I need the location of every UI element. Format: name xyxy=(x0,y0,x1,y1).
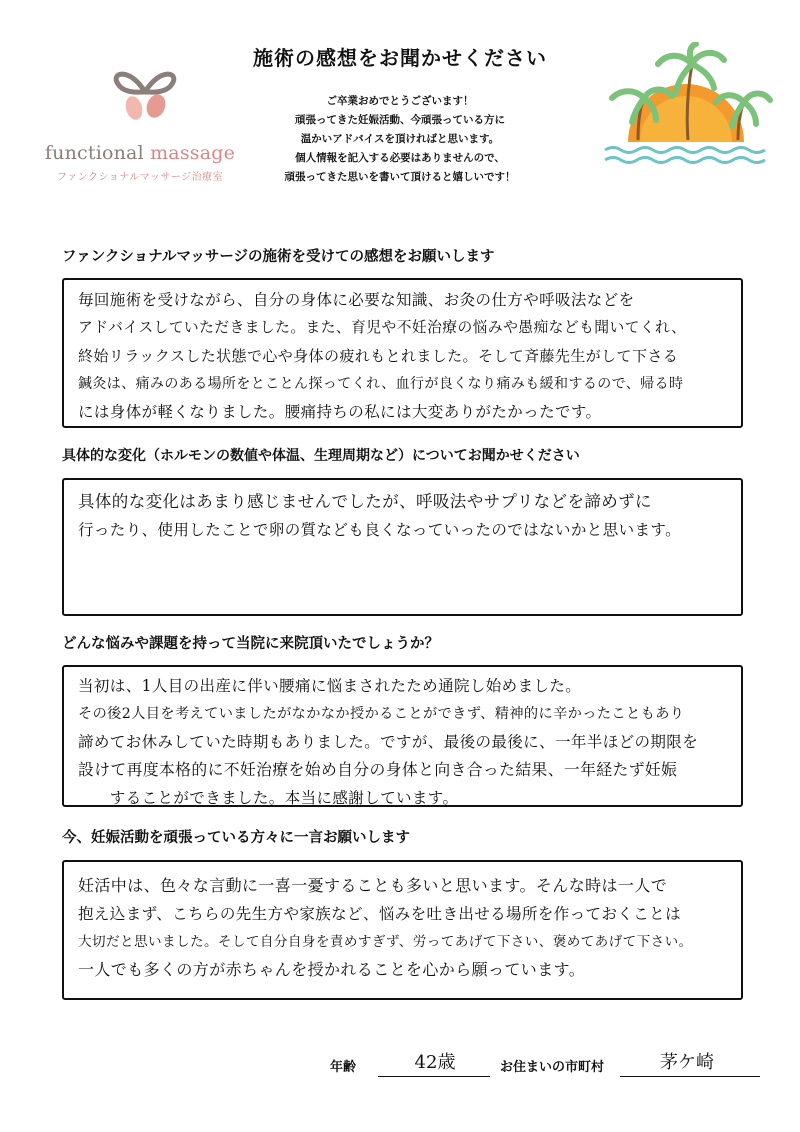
answer-line: 妊活中は、色々な言動に一喜一憂することも多いと思います。そんな時は一人で xyxy=(78,876,668,895)
question-4: 今、妊娠活動を頑張っている方々に一言お願いします xyxy=(62,830,410,846)
age-underline xyxy=(378,1076,490,1077)
intro-line: 頑張ってきた思いを書いて頂けると嬉しいです！ xyxy=(284,171,516,183)
answer-line: 大切だと思いました。そして自分自身を責めすぎず、労ってあげて下さい、褒めてあげて下さい。 xyxy=(78,934,693,950)
answer-line: 一人でも多くの方が赤ちゃんを授かれることを心から願っています。 xyxy=(78,960,586,979)
handwritten-answer-3 xyxy=(78,672,731,812)
answer-line: 行ったり、使用したことで卵の質なども良くなっていったのではないかと思います。 xyxy=(78,521,681,539)
question-1: ファンクショナルマッサージの施術を受けての感想をお願いします xyxy=(62,249,495,265)
question-2: 具体的な変化（ホルモンの数値や体温、生理周期など）についてお聞かせください xyxy=(62,448,580,464)
answer-line: 設けて再度本格的に不妊治療を始め自分の身体と向き合った結果、一年経たず妊娠 xyxy=(78,760,678,779)
answer-line: することができました。本当に感謝しています。 xyxy=(78,789,459,807)
butterfly-logo-icon xyxy=(110,62,180,132)
age-label: 年齢 xyxy=(330,1060,357,1075)
handwritten-answer-1 xyxy=(78,286,731,426)
logo-subtitle: ファンクショナルマッサージ治療室 xyxy=(56,172,224,183)
answer-line: には身体が軽くなりました。腰痛持ちの私には大変ありがたかったです。 xyxy=(78,403,602,421)
answer-box-4 xyxy=(62,860,743,1000)
answer-line: 当初は、1人目の出産に伴い腰痛に悩まされたため通院し始めました。 xyxy=(78,677,582,695)
answer-line: アドバイスしていただきました。また、育児や不妊治療の悩みや愚痴なども聞いてくれ、 xyxy=(78,319,687,336)
handwritten-answer-2 xyxy=(78,488,731,544)
answer-box-3 xyxy=(62,665,743,807)
city-label: お住まいの市町村 xyxy=(500,1060,605,1075)
handwritten-answer-4 xyxy=(78,872,731,984)
answer-line: 毎回施術を受けながら、自分の身体に必要な知識、お灸の仕方や呼吸法などを xyxy=(78,291,635,309)
logo xyxy=(40,62,240,192)
intro-text xyxy=(250,92,550,187)
question-3: どんな悩みや課題を持って当院に来院頂いたでしょうか？ xyxy=(62,636,439,652)
answer-line: その後2人目を考えていましたがなかなか授かることができず、精神的に辛かったこともあり xyxy=(78,706,685,722)
intro-line: 頑張ってきた妊娠活動、今頑張っている方に xyxy=(295,114,505,126)
answer-line: 具体的な変化はあまり感じませんでしたが、呼吸法やサプリなどを諦めずに xyxy=(78,492,652,511)
answer-box-2 xyxy=(62,478,743,616)
answer-line: 終始リラックスした状態で心や身体の疲れもとれました。そして斉藤先生がして下さる xyxy=(78,347,679,365)
logo-name: functional massage xyxy=(44,142,236,164)
answer-line: 鍼灸は、痛みのある場所をとことん探ってくれ、血行が良くなり痛みも緩和するので、帰る時 xyxy=(78,376,684,392)
palm-sunset-icon xyxy=(600,42,775,172)
intro-line: 個人情報を記入する必要はありませんので、 xyxy=(295,152,505,164)
intro-line: ご卒業おめでとうございます！ xyxy=(326,95,474,107)
answer-line: 抱え込まず、こちらの先生方や家族など、悩みを吐き出せる場所を作っておくことは xyxy=(78,905,681,923)
city-underline xyxy=(620,1076,760,1077)
intro-line: 温かいアドバイスを頂ければと思います。 xyxy=(300,133,500,145)
respondent-info xyxy=(330,1048,790,1078)
city-value: 茅ケ崎 xyxy=(660,1052,714,1073)
age-value: 42歳 xyxy=(414,1052,456,1073)
page-title: 施術の感想をお聞かせください xyxy=(253,46,547,70)
answer-box-1 xyxy=(62,278,743,428)
answer-line: 諦めてお休みしていた時期もありました。ですが、最後の最後に、一年半ほどの期限を xyxy=(78,733,699,751)
